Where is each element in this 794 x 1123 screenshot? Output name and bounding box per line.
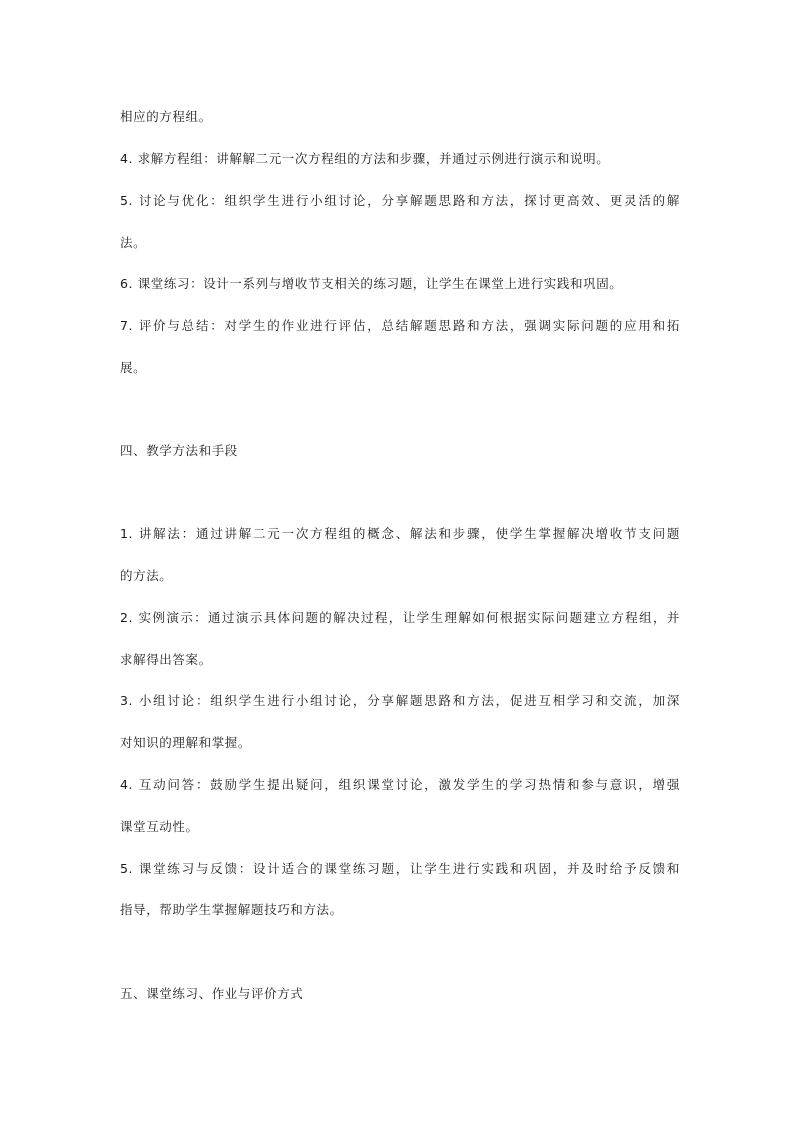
paragraph-line: 指导，帮助学生掌握解题技巧和方法。 bbox=[120, 902, 343, 917]
list-item-5: 5. 讨论与优化：组织学生进行小组讨论，分享解题思路和方法，探讨更高效、更灵活的解 bbox=[120, 193, 680, 208]
paragraph-line: 展。 bbox=[120, 360, 147, 375]
paragraph-line: 课堂互动性。 bbox=[120, 819, 199, 834]
paragraph-line: 法。 bbox=[120, 235, 147, 250]
list-item-3: 3. 小组讨论：组织学生进行小组讨论，分享解题思路和方法，促进互相学习和交流，加深 bbox=[120, 693, 680, 708]
list-item-6: 6. 课堂练习：设计一系列与增收节支相关的练习题，让学生在课堂上进行实践和巩固。 bbox=[120, 276, 623, 291]
list-item-5b: 5. 课堂练习与反馈：设计适合的课堂练习题，让学生进行实践和巩固，并及时给予反馈和 bbox=[120, 861, 680, 876]
section-heading-4: 四、教学方法和手段 bbox=[120, 443, 238, 458]
paragraph-line: 求解得出答案。 bbox=[120, 652, 212, 667]
list-item-1: 1. 讲解法：通过讲解二元一次方程组的概念、解法和步骤，使学生掌握解决增收节支问题 bbox=[120, 526, 680, 541]
paragraph-line: 对知识的理解和掌握。 bbox=[120, 735, 252, 750]
list-item-4: 4. 求解方程组：讲解解二元一次方程组的方法和步骤，并通过示例进行演示和说明。 bbox=[120, 151, 610, 166]
list-item-7: 7. 评价与总结：对学生的作业进行评估，总结解题思路和方法，强调实际问题的应用和拓 bbox=[120, 318, 680, 333]
paragraph-line: 的方法。 bbox=[120, 568, 173, 583]
section-heading-5: 五、课堂练习、作业与评价方式 bbox=[120, 986, 304, 1001]
paragraph-line: 相应的方程组。 bbox=[120, 109, 212, 124]
list-item-4b: 4. 互动问答：鼓励学生提出疑问，组织课堂讨论，激发学生的学习热情和参与意识，增强 bbox=[120, 777, 680, 792]
list-item-2: 2. 实例演示：通过演示具体问题的解决过程，让学生理解如何根据实际问题建立方程组，并 bbox=[120, 610, 680, 625]
